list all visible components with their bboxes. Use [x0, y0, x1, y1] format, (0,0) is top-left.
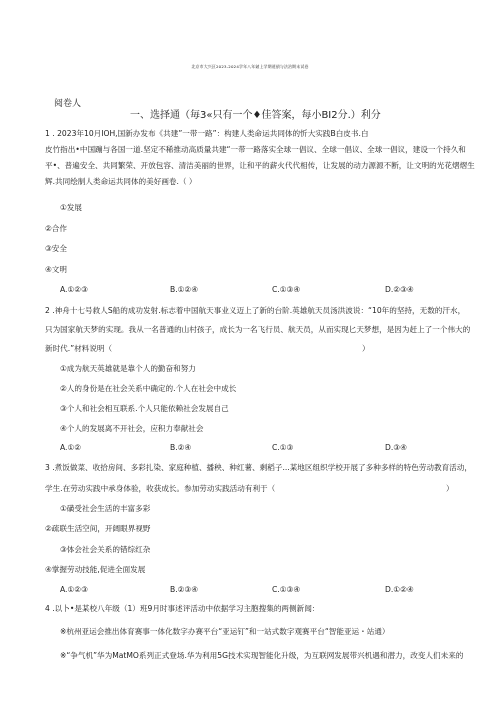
q2-item-4: ④个人的发展离不开社会，应积力奉献社会: [60, 424, 204, 433]
q1-item-1: ①发展: [60, 203, 82, 212]
q4-line-3: ※“争气机”华为MatMO系列正式登场.华为利用5G技术实现智能化升级，为互联网发展带兴机遇和潜力，改变人们未来的: [60, 651, 464, 660]
q3-item-1: ①磺受社会生活的丰富多彩: [60, 504, 151, 513]
q1-option-b: B.①②④: [170, 285, 199, 294]
q3-line-2-end: ）: [446, 484, 454, 493]
q4-line-1: 4 .以卜•是某校八年级（1）班9月时事述评活动中依据学习主胞搜集的两侧新闻：: [45, 604, 320, 613]
q3-item-2: ②疏联生活空间，开阔眼界视野: [45, 524, 151, 533]
q2-item-1: ①成为航天英雄就是靠个人的勤奋和努力: [60, 364, 196, 373]
q3-item-3: ③体会社会关系的错综红杂: [60, 545, 151, 554]
q1-item-3: ③安全: [45, 244, 67, 253]
q2-option-a: A.①②: [60, 443, 82, 452]
q1-option-a: A.①②③: [60, 285, 88, 294]
q3-item-4: ④掌握劳动技能,促进全面发展: [45, 565, 146, 574]
q3-option-c: C.①③④: [272, 585, 301, 594]
q2-item-2: ②人的身份是在社会关系中确定的.个人在社会中成长: [60, 384, 237, 393]
q3-line-2: 学生.在劳动实践中承身体验，收获成长。参加劳动实践活动有利于（: [45, 484, 276, 493]
q3-option-d: D.①②④: [385, 585, 414, 594]
q1-item-4: ④文明: [45, 265, 67, 274]
q1-item-2: ②合作: [45, 224, 67, 233]
q2-option-b: B.②④: [170, 443, 192, 452]
q2-line-1: 2 .神舟十七号救人S船的成功发射.标志着中国航天事业义迈上了新的台阶.英雄航天员汤洪波说：“10年的坚持，无数的汗水，: [45, 306, 466, 315]
q2-item-3: ③个人和社会相互联系.个人只能依赖社会发展自己: [60, 404, 229, 413]
q3-option-b: B.②③④: [170, 585, 199, 594]
q2-option-c: C.①③: [272, 443, 294, 452]
q1-line-2: 皮竹指出•中国蹦与各国一道.坚定不稀推动高质量共建“一带一路落实全球一倡议、全球一倡议、全球一倡议，建设一个持久和: [45, 145, 466, 154]
q4-line-2: ※杭州亚运会推出体育赛事一体化数字办赛平台“亚运钉”和一站式数字观赛平台“智能亚运・站通）: [60, 627, 390, 636]
exam-title: 北京市大兴区2023-2024学年八年皴上学期道偵与法治期末试卷: [191, 64, 309, 69]
section-heading: 一、选择通（毎3«只有一个♦佳答案，每小BI2分.）利分: [130, 110, 381, 121]
q2-line-2: 只为国家航天梦的实现。我从一名普通的山村孩子，成长为一名飞行员、航天员，从而实现匕天梦想，是因为赶上了一个伟大的: [45, 325, 471, 334]
q2-line-3: 新时代.”材料说明（: [45, 344, 113, 353]
reviewer-label: 阅卷人: [54, 99, 82, 109]
q1-line-3: 平•、普遍安全、共同繁荣、开放包容、清洁美丽的世界，让和平的薪火代代相传，让发展的动力源源不断，让文明的光花熠熠生: [45, 161, 475, 170]
q2-option-d: D.③④: [385, 443, 407, 452]
q3-line-1: 3 .煮饭做菜、收拾房间、多彩扎染、家庭种植、播秧、种红薯、剩稻子...某地区组织学校开展了多种多样的特色劳动教育活动，: [45, 463, 472, 472]
q1-option-c: C.①③④: [272, 285, 301, 294]
q1-line-1: 1 . 2023年10月IOH,国新办发布《共建”一带一路”：构建人类命运共同体的忻大实践B白皮书.白: [45, 129, 369, 138]
q1-line-4: 辉.共同绘制人类命运共同体的美好画卷.（ ）: [45, 177, 197, 186]
q1-option-d: D.②③④: [385, 285, 414, 294]
q2-line-3-end: ）: [362, 344, 370, 353]
q3-option-a: A.①②③: [60, 585, 88, 594]
